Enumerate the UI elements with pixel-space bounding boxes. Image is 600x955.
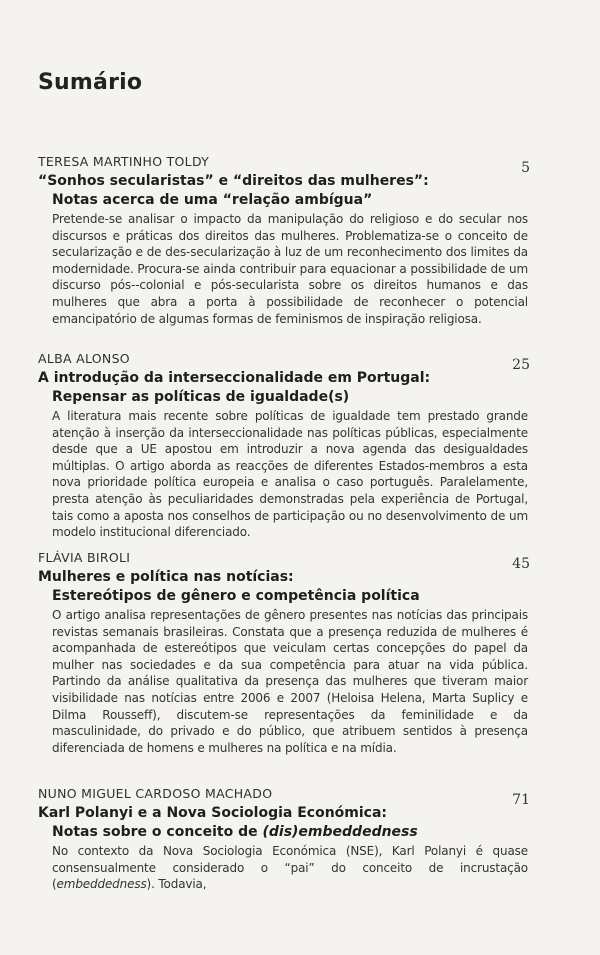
subtitle-text: Notas sobre o conceito de xyxy=(52,824,263,840)
article-subtitle xyxy=(52,823,528,841)
abstract-text-end: ). Todavia, xyxy=(146,877,207,892)
article-subtitle: Repensar as políticas de igualdade(s) xyxy=(52,389,350,405)
page-number: 5 xyxy=(521,160,530,176)
article-title: “Sonhos secularistas” e “direitos das mulheres”: xyxy=(38,173,429,189)
article-title: A introdução da interseccionalidade em Portugal: xyxy=(38,370,431,386)
article-abstract: A literatura mais recente sobre políticas de igualdade tem prestado grande atenção à inserção da interseccionalidade nas políticas públicas, especialmente desde que a UE apostou em introduzir a nova agenda das desigualdades múltiplas. O artigo aborda as reacções de diferentes Estados-membros a esta nova prioridade política europeia e analisa o caso português. Paralelamente, presta atenção às peculiaridades demonstradas pela experiência de Portugal, tais como a aposta nos conselhos de participação ou no desenvolvimento de um modelo institucional diferenciado. xyxy=(52,409,528,540)
toc-entry-biroli[interactable] xyxy=(38,550,528,756)
subtitle-emphasis: (dis)embeddedness xyxy=(262,824,418,840)
toc-entry-toldy[interactable] xyxy=(38,154,528,327)
article-abstract xyxy=(52,843,528,893)
author: ALBA ALONSO xyxy=(38,351,130,366)
author: NUNO MIGUEL CARDOSO MACHADO xyxy=(38,786,273,801)
article-abstract: Pretende-se analisar o impacto da manipulação do religioso e do secular nos discursos e práticas dos direitos das mulheres. Problematiza-se o conceito de secularização e de des-secularização à luz de um reconhecimento dos limites da modernidade. Procura-se ainda contribuir para equacionar a possibilidade de um discurso pós--colonial e pós-secularista sobre os direitos humanos e das mulheres que abra a porta à possibilidade de reconhecer o potencial emancipatório de algumas formas de feminismos de inspiração religiosa. xyxy=(52,212,528,326)
article-subtitle: Notas acerca de uma “relação ambígua” xyxy=(52,192,373,208)
toc-entry-machado[interactable] xyxy=(38,786,528,893)
article-title: Karl Polanyi e a Nova Sociologia Económica: xyxy=(38,805,388,821)
page-number: 71 xyxy=(512,792,530,808)
author: FLÁVIA BIROLI xyxy=(38,550,131,565)
page-number: 25 xyxy=(512,357,530,373)
article-title: Mulheres e política nas notícias: xyxy=(38,569,294,585)
abstract-emphasis: embeddedness xyxy=(56,877,147,892)
article-abstract: O artigo analisa representações de gênero presentes nas notícias das principais revistas semanais brasileiras. Constata que a presença reduzida de mulheres é acompanhada de estereótipos que veiculam certas concepções do papel da mulher nas sociedades e da sua competência para atuar na vida pública. Partindo da análise qualitativa da presença das mulheres que tiveram maior visibilidade nas notícias entre 2006 e 2007 (Heloisa Helena, Marta Suplicy e Dilma Rousseff), discutem-se representações da feminilidade e da masculinidade, do privado e do público, que atribuem sentidos à presença diferenciada de homens e mulheres na política e na mídia. xyxy=(52,608,528,755)
toc-entry-alonso[interactable] xyxy=(38,351,528,541)
abstract-text: No contexto da Nova Sociologia Económica (NSE), Karl Polanyi é quase consensualmente considerado o “pai” do conceito de incrustação ( xyxy=(52,844,528,892)
author: TERESA MARTINHO TOLDY xyxy=(38,154,210,169)
article-subtitle: Estereótipos de gênero e competência política xyxy=(52,588,420,604)
page-title: Sumário xyxy=(38,70,143,95)
page-number: 45 xyxy=(512,556,530,572)
